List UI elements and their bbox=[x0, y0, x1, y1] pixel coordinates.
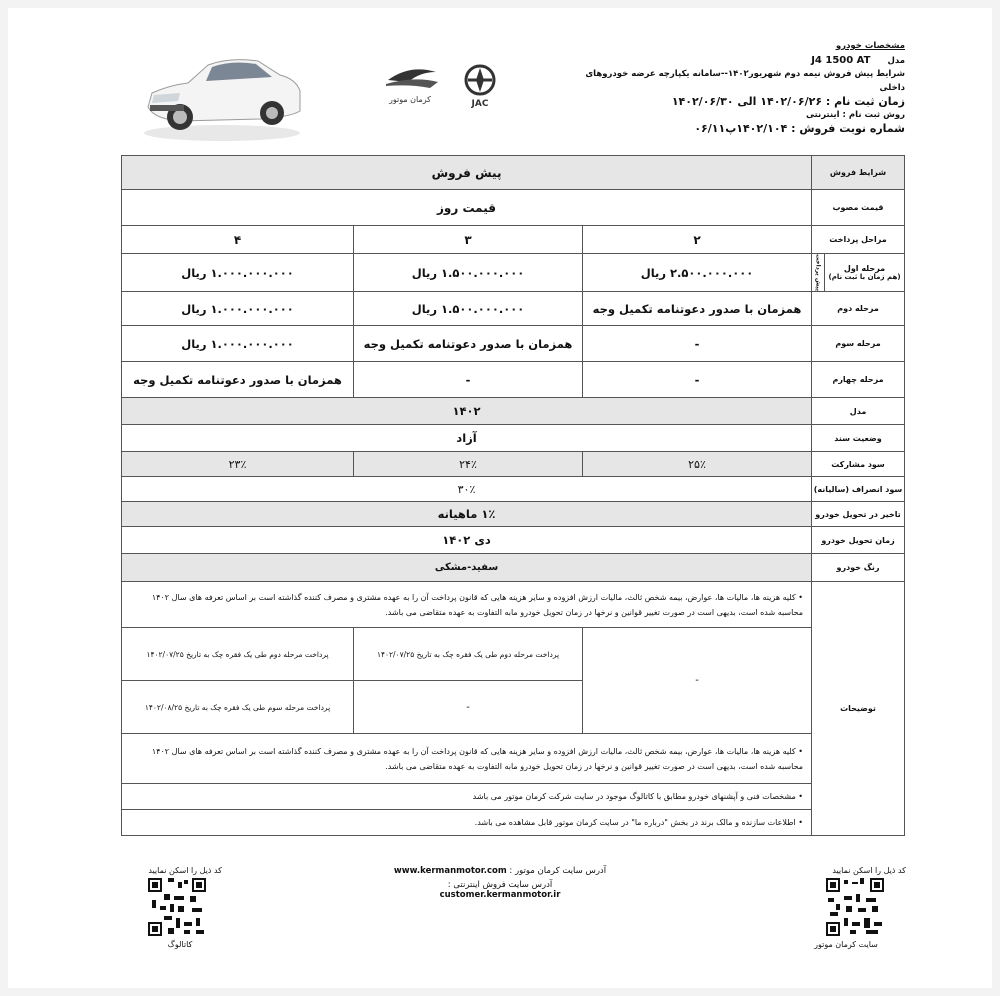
color-value: سفید-مشکی bbox=[122, 554, 812, 582]
section-title: مشخصات خودرو bbox=[835, 41, 905, 51]
stage3-value: همزمان با صدور دعوتنامه تکمیل وجه bbox=[354, 326, 583, 362]
stage4-value: - bbox=[354, 362, 583, 398]
scan-hint-right: کد ذیل را اسکن نمایید bbox=[832, 866, 906, 875]
note-stage2-col: - bbox=[583, 628, 812, 734]
jac-wordmark: JAC bbox=[471, 99, 489, 109]
sales-line bbox=[390, 880, 610, 900]
sale-conditions-line: شرایط پیش فروش نیمه دوم شهریور۱۴۰۲--سامانه یکپارچه عرضه خودروهای داخلی bbox=[585, 69, 905, 93]
stage4-value: همزمان با صدور دعوتنامه تکمیل وجه bbox=[122, 362, 354, 398]
cancel-profit-value: ۳۰٪ bbox=[122, 477, 812, 502]
note-stage4-row2: پرداخت مرحله سوم طی یک فقره چک به تاریخ ۱۴۰۲/۰۸/۲۵ bbox=[122, 681, 354, 734]
qr-code-catalog[interactable] bbox=[148, 878, 206, 936]
qr-code-kerman-site[interactable] bbox=[826, 878, 884, 936]
model-line bbox=[575, 54, 905, 69]
stage4-value: - bbox=[583, 362, 812, 398]
stage2-value: ۱.۰۰۰.۰۰۰.۰۰۰ ریال bbox=[122, 292, 354, 326]
label-stage4: مرحله چهارم bbox=[812, 362, 905, 398]
stage2-value: ۱.۵۰۰.۰۰۰.۰۰۰ ریال bbox=[354, 292, 583, 326]
label-delivery-delay: تاخیر در تحویل خودرو bbox=[812, 502, 905, 527]
label-cancel-profit: سود انصراف (سالیانه) bbox=[812, 477, 905, 502]
profit-value: ۲۳٪ bbox=[122, 452, 354, 477]
qr-caption-right: سایت کرمان موتور bbox=[814, 940, 878, 949]
jac-logo bbox=[466, 66, 494, 109]
label-pre-payment: پیش پرداخت bbox=[812, 254, 825, 292]
stage1-value: ۲.۵۰۰.۰۰۰.۰۰۰ ریال bbox=[583, 254, 812, 292]
sales-label: آدرس سایت فروش اینترنتی : bbox=[447, 880, 553, 890]
stage1-value: ۱.۵۰۰.۰۰۰.۰۰۰ ریال bbox=[354, 254, 583, 292]
header-info bbox=[575, 40, 905, 136]
label-stage1 bbox=[825, 254, 905, 292]
kerman-motor-wordmark: کرمان موتور bbox=[388, 95, 432, 104]
stage-header: ۳ bbox=[354, 226, 583, 254]
note-1: • کلیه هزینه ها، مالیات ها، عوارض، بیمه شخص ثالث، مالیات ارزش افزوده و سایر هزینه هایی که قانون پرداخت آن را به عهده مشتری و مصرف کننده گذاشته است بر اساس تعرفه های سال ۱۴۰۲ محاسبه شده است، بدیهی است در صورت تغییر قوانین و نرخها در زمان تحویل خودرو مابه التفاوت به عهده متقاضی می باشد. bbox=[122, 582, 812, 628]
sale-terms-value: پیش فروش bbox=[122, 156, 812, 190]
delivery-delay-value: ۱٪ ماهیانه bbox=[122, 502, 812, 527]
model-year-value: ۱۴۰۲ bbox=[122, 398, 812, 425]
stage2-value: همزمان با صدور دعوتنامه تکمیل وجه bbox=[583, 292, 812, 326]
label-model: مدل bbox=[812, 398, 905, 425]
stage-header: ۲ bbox=[583, 226, 812, 254]
qr-caption-left: کاتالوگ bbox=[167, 940, 193, 949]
site-label: آدرس سایت کرمان موتور : bbox=[509, 866, 607, 876]
label-notes: توضیحات bbox=[812, 582, 905, 836]
sale-conditions-table bbox=[121, 155, 905, 836]
note-2: • کلیه هزینه ها، مالیات ها، عوارض، بیمه شخص ثالث، مالیات ارزش افزوده و سایر هزینه هایی که قانون پرداخت آن را به عهده مشتری و مصرف کننده گذاشته است بر اساس تعرفه های سال ۱۴۰۲ محاسبه شده است، بدیهی است در صورت تغییر قوانین و نرخها در زمان تحویل خودرو مابه التفاوت به عهده متقاضی می باشد. bbox=[122, 734, 812, 784]
note-4: • اطلاعات سازنده و مالک برند در بخش "درباره ما" در سایت کرمان موتور قابل مشاهده می باشد. bbox=[122, 810, 812, 836]
note-stage3-row2: - bbox=[354, 681, 583, 734]
model-label: مدل bbox=[887, 55, 905, 66]
label-profit: سود مشارکت bbox=[812, 452, 905, 477]
label-delivery-time: زمان تحویل خودرو bbox=[812, 527, 905, 554]
approved-price-value: قیمت روز bbox=[122, 190, 812, 226]
model-value: J4 1500 AT bbox=[811, 54, 871, 66]
profit-value: ۲۴٪ bbox=[354, 452, 583, 477]
label-stage3: مرحله سوم bbox=[812, 326, 905, 362]
registration-time: زمان ثبت نام : ۱۴۰۲/۰۶/۲۶ الی ۱۴۰۲/۰۶/۳۰ bbox=[671, 95, 905, 108]
stage1-note: (هم زمان با ثبت نام) bbox=[828, 273, 901, 282]
stage-header: ۴ bbox=[122, 226, 354, 254]
kerman-motor-logo bbox=[386, 69, 438, 104]
registration-method: روش ثبت نام : اینترنتی bbox=[805, 109, 905, 120]
car-image bbox=[140, 45, 305, 145]
label-doc-status: وضعیت سند bbox=[812, 425, 905, 452]
doc-status-value: آزاد bbox=[122, 425, 812, 452]
note-3: • مشخصات فنی و آپشنهای خودرو مطابق با کاتالوگ موجود در سایت شرکت کرمان موتور می باشد bbox=[122, 784, 812, 810]
stage1-label: مرحله اول bbox=[843, 264, 886, 274]
site-line bbox=[390, 866, 610, 876]
label-sale-terms: شرایط فروش bbox=[812, 156, 905, 190]
label-approved-price: قیمت مصوب bbox=[812, 190, 905, 226]
stage3-value: - bbox=[583, 326, 812, 362]
brand-logos bbox=[380, 60, 510, 115]
sale-number: شماره نوبت فروش : ۱۴۰۲/۱۰۴پ۰۶/۱۱ bbox=[694, 122, 905, 135]
label-stage2: مرحله دوم bbox=[812, 292, 905, 326]
stage1-value: ۱.۰۰۰.۰۰۰.۰۰۰ ریال bbox=[122, 254, 354, 292]
delivery-time-value: دی ۱۴۰۲ bbox=[122, 527, 812, 554]
sales-url[interactable]: customer.kermanmotor.ir bbox=[439, 890, 561, 900]
site-url[interactable]: www.kermanmotor.com bbox=[393, 866, 507, 876]
note-stage3-row1: پرداخت مرحله دوم طی یک فقره چک به تاریخ ۱۴۰۲/۰۷/۲۵ bbox=[354, 628, 583, 681]
stage3-value: ۱.۰۰۰.۰۰۰.۰۰۰ ریال bbox=[122, 326, 354, 362]
scan-hint-left: کد ذیل را اسکن نمایید bbox=[148, 866, 222, 875]
label-color: رنگ خودرو bbox=[812, 554, 905, 582]
label-payment-stages: مراحل پرداخت bbox=[812, 226, 905, 254]
profit-value: ۲۵٪ bbox=[583, 452, 812, 477]
note-stage4-row1: پرداخت مرحله دوم طی یک فقره چک به تاریخ ۱۴۰۲/۰۷/۲۵ bbox=[122, 628, 354, 681]
